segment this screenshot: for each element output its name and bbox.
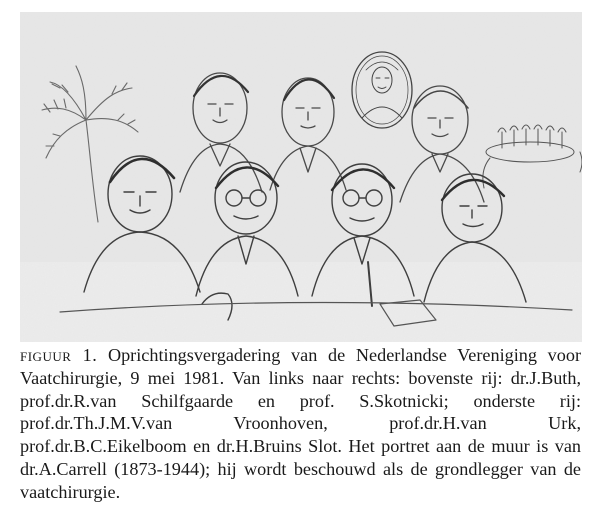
- caption-text: Oprichtingsvergadering van de Nederlandse Vereniging voor Vaatchirurgie, 9 mei 1981. Van links naar rechts: bovenste rij: dr.J.Buth, prof.dr.R.van Schilfgaarde en prof. S.Skotnicki; onderste rij: prof.dr.Th.J.M.V.van Vroonhoven, prof.dr.H.van Urk, prof.dr.B.C.Eikelboom en dr.H.Bruins Slot. Het portret aan de muur is van dr.A.Carrell (1873-1944); hij wordt beschouwd als de grondlegger van de vaatchirurgie.: [20, 345, 581, 502]
- pencil-sketch-illustration: [20, 12, 582, 342]
- sketch-figure: [20, 12, 582, 342]
- figure-caption: [20, 344, 581, 504]
- figure-label: figuur 1.: [20, 345, 98, 365]
